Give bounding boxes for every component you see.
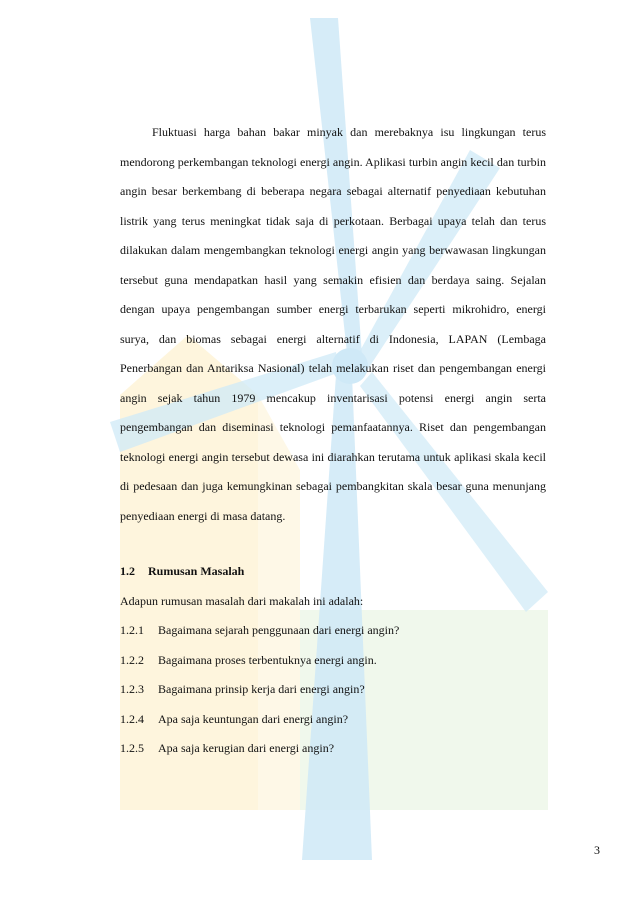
page-number: 3 <box>594 843 600 857</box>
list-item-number: 1.2.5 <box>120 741 144 755</box>
body-paragraph: Fluktuasi harga bahan bakar minyak dan merebaknya isu lingkungan terus mendorong perkembangan teknologi energi angin. Aplikasi turbin angin kecil dan turbin angin besar berkembang di beberapa negara sebagai alternatif penyediaan kebutuhan listrik yang terus meningkat tidak saja di perkotaan. Berbagai upaya telah dan terus dilakukan dalam mengembangkan teknologi energi angin yang berwawasan lingkungan tersebut guna mendapatkan hasil yang semakin efisien dan berdaya saing. Sejalan dengan upaya pengembangan sumber energi terbarukan seperti mikrohidro, energi surya, dan biomas sebagai energi alternatif di Indonesia, LAPAN (Lembaga Penerbangan dan Antariksa Nasional) telah melakukan riset dan pengembangan energi angin sejak tahun 1979 mencakup inventarisasi potensi energi angin serta pengembangan dan diseminasi teknologi pemanfaatannya. Riset dan pengembangan teknologi energi angin tersebut dewasa ini diarahkan terutama untuk aplikasi skala kecil di pedesaan dan juga kemungkinan sebagai pembangkitan skala besar guna menunjang penyediaan energi di masa datang. <box>120 125 546 523</box>
list-item-number: 1.2.4 <box>120 711 144 726</box>
list-item <box>120 705 546 735</box>
list-item-text: Bagaimana sejarah penggunaan dari energi angin? <box>158 623 400 637</box>
list-item-number: 1.2.1 <box>120 623 144 637</box>
list-item-text: Bagaimana proses terbentuknya energi angin. <box>158 652 377 667</box>
list-item-text: Apa saja keuntungan dari energi angin? <box>158 711 349 726</box>
section-title: Rumusan Masalah <box>148 564 245 578</box>
section-heading <box>120 557 546 587</box>
problem-list <box>120 616 546 764</box>
section-number: 1.2 <box>120 564 135 578</box>
list-item-text: Bagaimana prinsip kerja dari energi angin? <box>158 682 365 696</box>
list-item-number: 1.2.2 <box>120 652 144 667</box>
section-intro: Adapun rumusan masalah dari makalah ini adalah: <box>120 593 364 608</box>
list-item-number: 1.2.3 <box>120 682 144 696</box>
list-item <box>120 734 546 764</box>
content-area <box>120 118 546 764</box>
list-item <box>120 616 546 646</box>
list-item <box>120 675 546 705</box>
list-item <box>120 646 546 676</box>
list-item-text: Apa saja kerugian dari energi angin? <box>158 741 335 755</box>
